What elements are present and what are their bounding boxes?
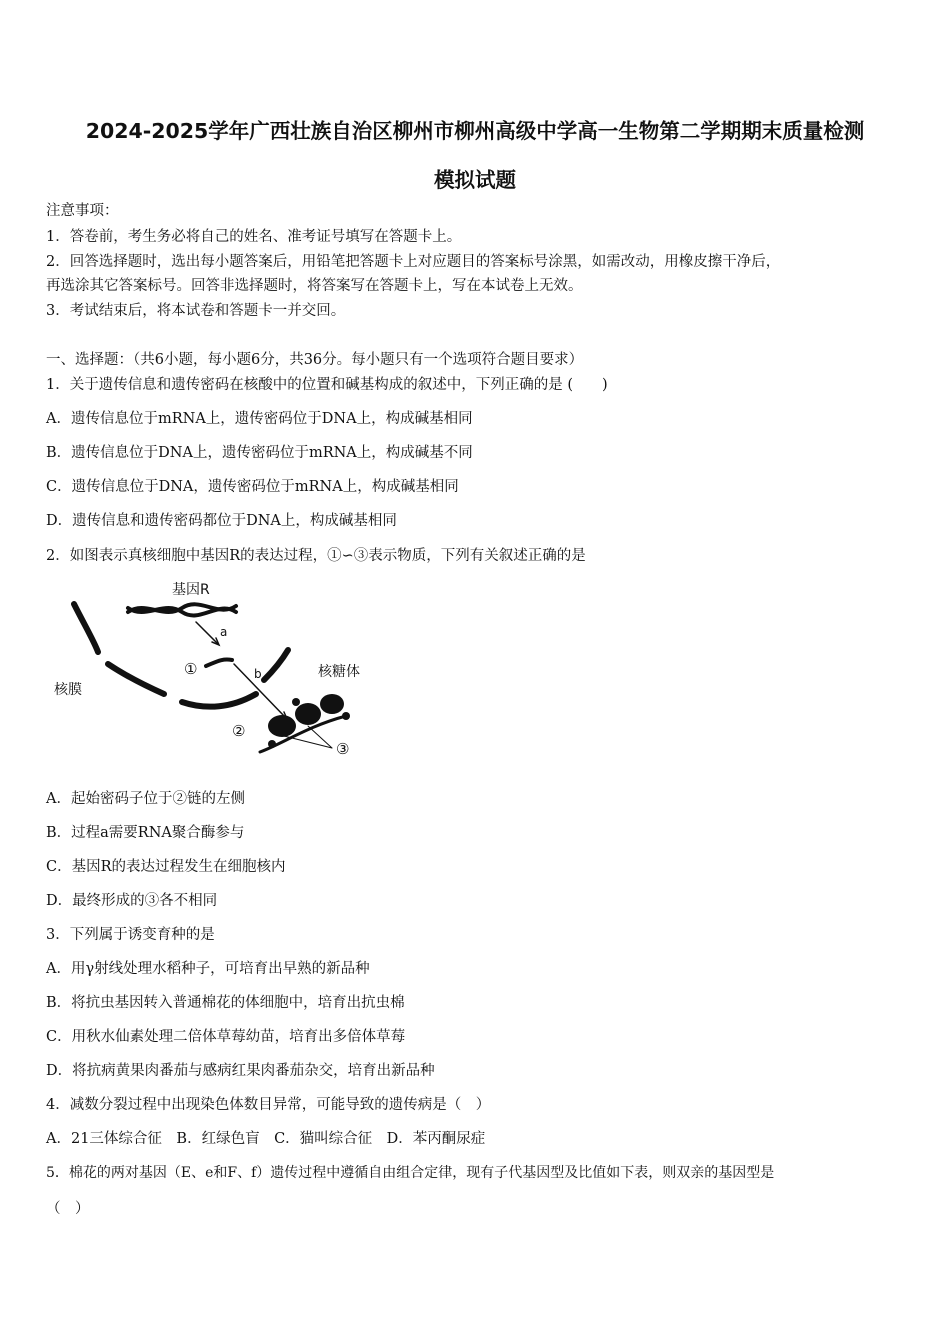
q5-stem-cont: （ ） bbox=[46, 1201, 90, 1217]
ribosome bbox=[268, 715, 296, 737]
label-ribosome: 核糖体 bbox=[318, 664, 360, 680]
label-a: a bbox=[220, 625, 228, 639]
gene-expression-figure bbox=[46, 576, 376, 766]
notice-heading: 注意事项： bbox=[46, 203, 119, 219]
mrna-strand bbox=[206, 659, 232, 666]
label-circled-1: ① bbox=[184, 660, 198, 678]
membrane-segment bbox=[74, 604, 98, 652]
q5-stem: 5．棉花的两对基因（E、e和F、f）遗传过程中遵循自由组合定律，现有子代基因型及比值如下表，则双亲的基因型是 bbox=[46, 1165, 775, 1181]
notice-item-1: 1．答卷前，考生务必将自己的姓名、准考证号填写在答题卡上。 bbox=[46, 229, 462, 245]
label-circled-3: ③ bbox=[336, 740, 350, 758]
q1-option-b: B．遗传信息位于DNA上，遗传密码位于mRNA上，构成碱基不同 bbox=[46, 445, 473, 461]
q2-option-d: D．最终形成的③各不相同 bbox=[46, 893, 218, 909]
q2-option-c: C．基因R的表达过程发生在细胞核内 bbox=[46, 859, 286, 875]
q2-stem: 2．如图表示真核细胞中基因R的表达过程，①∽③表示物质，下列有关叙述正确的是 bbox=[46, 548, 586, 564]
q1-option-d: D．遗传信息和遗传密码都位于DNA上，构成碱基相同 bbox=[46, 513, 397, 529]
q2-option-a: A．起始密码子位于②链的左侧 bbox=[46, 791, 245, 807]
label-membrane: 核膜 bbox=[54, 682, 82, 698]
arrow-a bbox=[196, 622, 218, 644]
label-gene-r: 基因R bbox=[172, 582, 210, 598]
notice-item-2-cont: 再选涂其它答案标号。回答非选择题时，将答案写在答题卡上，写在本试卷上无效。 bbox=[46, 278, 583, 294]
q2-option-b: B．过程a需要RNA聚合酶参与 bbox=[46, 825, 245, 841]
q3-option-c: C．用秋水仙素处理二倍体草莓幼苗，培育出多倍体草莓 bbox=[46, 1029, 406, 1045]
ribosome bbox=[295, 703, 321, 725]
q1-stem: 1．关于遗传信息和遗传密码在核酸中的位置和碱基构成的叙述中，下列正确的是 ( ) bbox=[46, 377, 608, 393]
label-circled-2: ② bbox=[232, 722, 246, 740]
q3-option-d: D．将抗病黄果肉番茄与感病红果肉番茄杂交，培育出新品种 bbox=[46, 1063, 435, 1079]
membrane-segment bbox=[182, 694, 256, 707]
page-title-line1: 2024-2025学年广西壮族自治区柳州市柳州高级中学高一生物第二学期期末质量检测 bbox=[85, 119, 865, 143]
q4-options: A．21三体综合征 B．红绿色盲 C．猫叫综合征 D．苯丙酮尿症 bbox=[46, 1131, 486, 1147]
page-title-line2: 模拟试题 bbox=[434, 168, 516, 192]
q4-stem: 4．减数分裂过程中出现染色体数目异常，可能导致的遗传病是（ ） bbox=[46, 1097, 491, 1113]
membrane-segment bbox=[108, 664, 164, 694]
q1-option-a: A．遗传信息位于mRNA上，遗传密码位于DNA上，构成碱基相同 bbox=[46, 411, 473, 427]
label-b: b bbox=[254, 667, 262, 681]
q3-option-a: A．用γ射线处理水稻种子，可培育出早熟的新品种 bbox=[46, 961, 370, 977]
ribosome bbox=[320, 694, 344, 714]
q1-option-c: C．遗传信息位于DNA，遗传密码位于mRNA上，构成碱基相同 bbox=[46, 479, 459, 495]
q3-stem: 3．下列属于诱变育种的是 bbox=[46, 927, 215, 943]
notice-item-3: 3．考试结束后，将本试卷和答题卡一并交回。 bbox=[46, 303, 346, 319]
membrane-segment bbox=[264, 650, 288, 680]
section-heading: 一、选择题：（共6小题，每小题6分，共36分。每小题只有一个选项符合题目要求） bbox=[46, 352, 584, 368]
notice-item-2: 2．回答选择题时，选出每小题答案后，用铅笔把答题卡上对应题目的答案标号涂黑，如需改动，用橡皮擦干净后， bbox=[46, 254, 781, 270]
q3-option-b: B．将抗虫基因转入普通棉花的体细胞中，培育出抗虫棉 bbox=[46, 995, 405, 1011]
